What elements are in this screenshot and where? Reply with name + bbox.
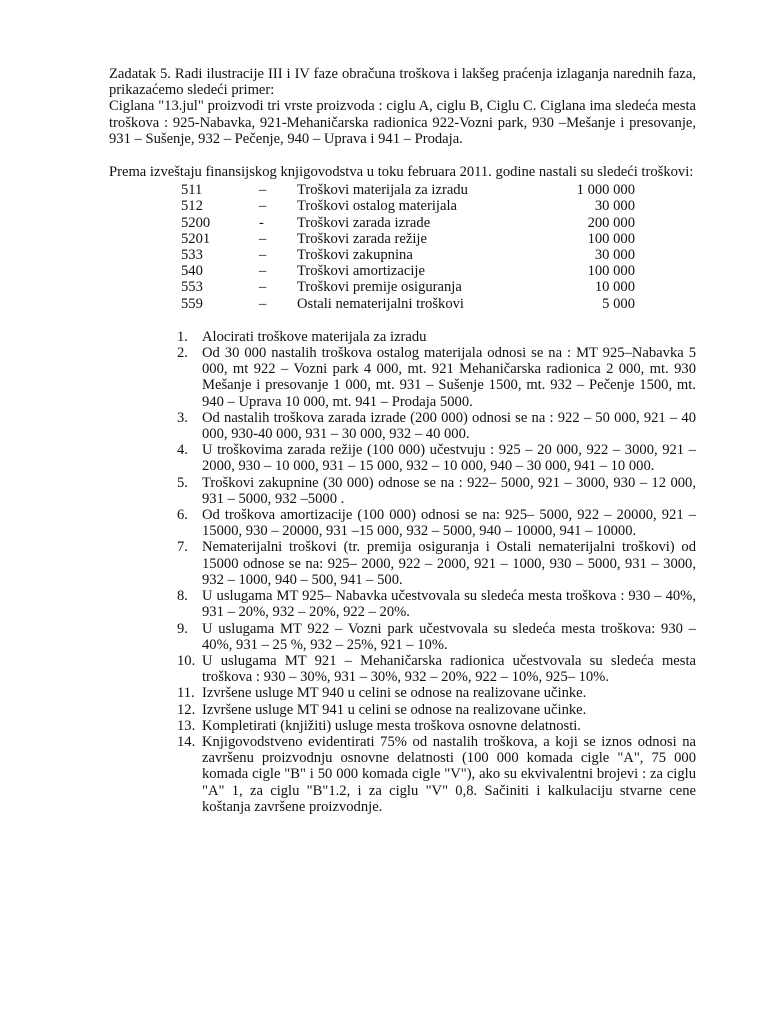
- task-text: Knjigovodstveno evidentirati 75% od nastalih troškova, a koji se iznos odnosi na završenu proizvodnju osnovne delatnosti (100 000 komada cigle "A", 75 000 komada cigle "B" i 50 000 komada cigle "V"), ako su ekvivalentni brojevi : za ciglu "A" 1, za ciglu "B"1.2, i za ciglu "V" 0,8. Sačiniti i kalkulaciju stvarne cene koštanja završene proizvodnje.: [202, 733, 696, 815]
- cost-amount: 30 000: [594, 247, 635, 264]
- cost-row: [181, 279, 635, 295]
- tasks-list: [109, 329, 696, 815]
- intro-paragraph-company: Ciglana "13.jul" proizvodi tri vrste proizvoda : ciglu A, ciglu B, Ciglu C. Ciglana ima sledeća mesta troškova : 925-Nabavka, 921-Mehaničarska radionica 922-Vozni park, 930 –Mešanje i presovanje, 931 – Sušenje, 932 – Pečenje, 940 – Uprava i 941 – Prodaja.: [109, 98, 696, 147]
- cost-row: [181, 296, 635, 312]
- cost-amount: 100 000: [587, 230, 635, 247]
- task-text: Od nastalih troškova zarada izrade (200 000) odnosi se na : 922 – 50 000, 921 – 40 000, 930-40 000, 931 – 30 000, 932 – 40 000.: [202, 409, 696, 443]
- cost-amount: 10 000: [594, 279, 635, 296]
- costs-table: [181, 182, 635, 312]
- cost-name: Ostali nematerijalni troškovi: [297, 295, 464, 312]
- costs-table-body: [181, 182, 635, 312]
- task-item: [109, 718, 696, 734]
- cost-dash: -: [259, 214, 264, 231]
- cost-name: Troškovi materijala za izradu: [297, 182, 468, 199]
- task-item: [109, 475, 696, 507]
- task-item: [109, 345, 696, 410]
- cost-code: 511: [181, 182, 203, 199]
- task-number: 7.: [177, 539, 188, 556]
- intro-paragraph-task: Zadatak 5. Radi ilustracije III i IV faze obračuna troškova i lakšeg praćenja izlaganja narednih faza, prikazaćemo sledeći primer:: [109, 66, 696, 99]
- cost-code: 5201: [181, 230, 211, 247]
- cost-row: [181, 198, 635, 214]
- task-number: 11.: [177, 685, 195, 702]
- cost-amount: 30 000: [594, 198, 635, 215]
- task-text: U uslugama MT 925– Nabavka učestvovala su sledeća mesta troškova : 930 – 40%, 931 – 20%, 932 – 20%, 922 – 20%.: [202, 588, 696, 621]
- task-number: 3.: [177, 409, 188, 426]
- task-text: Od 30 000 nastalih troškova ostalog materijala odnosi se na : MT 925–Nabavka 5 000, mt 922 – Vozni park 4 000, mt. 921 Mehaničarska radionica 2 000, mt. 930 Mešanje i presovanje 1 000, mt. 931 – Sušenje 1500, mt. 932 – Pečenje 1500, mt. 940 – Uprava 10 000, mt. 941 – Prodaja 5000.: [202, 345, 696, 410]
- cost-code: 559: [181, 295, 203, 312]
- cost-dash: –: [259, 279, 267, 296]
- cost-dash: –: [259, 182, 267, 199]
- cost-dash: –: [259, 295, 267, 312]
- cost-name: Troškovi premije osiguranja: [297, 279, 462, 296]
- paragraph-gap: [109, 147, 696, 164]
- cost-amount: 5 000: [602, 295, 635, 312]
- task-text: U uslugama MT 922 – Vozni park učestvovala su sledeća mesta troškova: 930 – 40%, 931 – 25 %, 932 – 25%, 921 – 10%.: [202, 620, 696, 653]
- document-page: [109, 66, 696, 815]
- task-item: [109, 702, 696, 718]
- task-number: 2.: [177, 345, 188, 362]
- cost-name: Troškovi amortizacije: [297, 263, 425, 280]
- task-text: U uslugama MT 921 – Mehaničarska radionica učestvovala su sledeća mesta troškova : 930 – 30%, 931 – 30%, 932 – 20%, 922 – 10%, 925– 10%.: [202, 652, 696, 686]
- task-number: 12.: [177, 701, 196, 718]
- task-text: Troškovi zakupnine (30 000) odnose se na : 922– 5000, 921 – 3000, 930 – 12 000, 931 – 5000, 932 –5000 .: [202, 474, 696, 507]
- cost-dash: –: [259, 198, 267, 215]
- task-item: [109, 329, 696, 345]
- cost-amount: 100 000: [587, 263, 635, 280]
- cost-amount: 1 000 000: [576, 182, 635, 199]
- cost-code: 512: [181, 198, 203, 215]
- cost-name: Troškovi zarada režije: [297, 230, 427, 247]
- task-number: 14.: [177, 733, 196, 750]
- cost-code: 5200: [181, 214, 211, 231]
- task-item: [109, 410, 696, 442]
- task-item: [109, 734, 696, 815]
- task-text: Izvršene usluge MT 941 u celini se odnose na realizovane učinke.: [202, 701, 587, 718]
- cost-name: Troškovi ostalog materijala: [297, 198, 457, 215]
- task-number: 9.: [177, 620, 188, 637]
- report-paragraph: Prema izveštaju finansijskog knjigovodstva u toku februara 2011. godine nastali su sledeći troškovi:: [109, 164, 694, 181]
- cost-code: 533: [181, 247, 203, 264]
- cost-dash: –: [259, 247, 267, 264]
- cost-code: 553: [181, 279, 203, 296]
- task-text: Nematerijalni troškovi (tr. premija osiguranja i Ostali nematerijalni troškovi) od 15000 odnose se na: 925– 2000, 922 – 2000, 921 – 1000, 930 – 5000, 931 – 3000, 932 – 1000, 940 – 500, 941 – 500.: [202, 539, 696, 588]
- task-number: 6.: [177, 507, 188, 524]
- cost-dash: –: [259, 230, 267, 247]
- task-number: 5.: [177, 474, 188, 491]
- task-item: [109, 685, 696, 701]
- task-number: 13.: [177, 717, 196, 734]
- cost-row: [181, 247, 635, 263]
- task-number: 10.: [177, 652, 196, 669]
- task-item: [109, 621, 696, 653]
- task-text: U troškovima zarada režije (100 000) učestvuju : 925 – 20 000, 922 – 3000, 921 – 2000, 930 – 10 000, 931 – 15 000, 932 – 10 000, 940 – 30 000, 941 – 10 000.: [202, 442, 696, 475]
- task-text: Alocirati troškove materijala za izradu: [202, 328, 427, 345]
- task-item: [109, 653, 696, 685]
- task-number: 4.: [177, 442, 188, 459]
- cost-name: Troškovi zakupnina: [297, 247, 413, 264]
- cost-dash: –: [259, 263, 267, 280]
- task-number: 1.: [177, 328, 188, 345]
- cost-row: [181, 263, 635, 279]
- cost-name: Troškovi zarada izrade: [297, 214, 431, 231]
- task-text: Kompletirati (knjižiti) usluge mesta troškova osnovne delatnosti.: [202, 717, 581, 734]
- task-item: [109, 539, 696, 588]
- cost-amount: 200 000: [587, 214, 635, 231]
- cost-row: [181, 182, 635, 198]
- task-number: 8.: [177, 588, 188, 605]
- cost-code: 540: [181, 263, 203, 280]
- task-item: [109, 442, 696, 474]
- cost-row: [181, 215, 635, 231]
- task-text: Izvršene usluge MT 940 u celini se odnose na realizovane učinke.: [202, 685, 587, 702]
- task-item: [109, 507, 696, 539]
- task-text: Od troškova amortizacije (100 000) odnosi se na: 925– 5000, 922 – 20000, 921 – 15000, 930 – 20000, 931 –15 000, 932 – 5000, 940 – 10000, 941 – 10000.: [202, 507, 696, 540]
- cost-row: [181, 231, 635, 247]
- task-item: [109, 588, 696, 620]
